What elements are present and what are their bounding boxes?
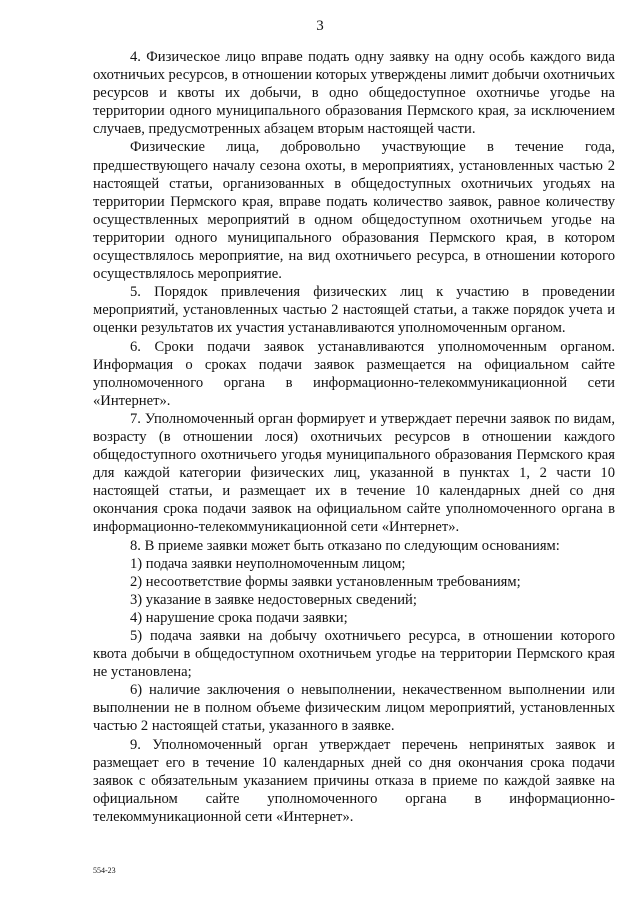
list-item-1: 1) подача заявки неуполномоченным лицом; bbox=[130, 555, 406, 572]
page-number: 3 bbox=[316, 18, 324, 34]
list-item-6: 6) наличие заключения о невыполнении, некачественном выполнении или выполнении не в полном объеме физическим лицом мероприятий, установленных частью 2 настоящей статьи, указанного в заявке. bbox=[93, 682, 615, 735]
paragraph-9: 9. Уполномоченный орган утверждает перечень непринятых заявок и размещает его в течение 10 календарных дней со дня окончания срока подачи заявок с обязательным указанием причины отказа в приеме по каждой заявке на официальном сайте уполномоченного органа в информационно-телекоммуникационной сети «Интернет». bbox=[93, 736, 615, 825]
footer-code: 554-23 bbox=[93, 866, 116, 875]
paragraph-5: 5. Порядок привлечения физических лиц к участию в проведении мероприятий, установленных частью 2 настоящей статьи, а также порядок учета и оценки результатов их участия устанавливаются уполномоченным органом. bbox=[93, 284, 615, 337]
list-item-2: 2) несоответствие формы заявки установленным требованиям; bbox=[130, 573, 521, 590]
paragraph-7: 7. Уполномоченный орган формирует и утверждает перечни заявок по видам, возрасту (в отношении лося) охотничьих ресурсов в отношении каждого общедоступного охотничьего угодья муниципального образования Пермского края для каждой категории физических лиц, указанной в пунктах 1, 2 части 10 настоящей статьи, и размещает их в течение 10 календарных дней со дня окончания срока подачи заявок на официальном сайте уполномоченного органа в информационно-телекоммуникационной сети «Интернет». bbox=[93, 410, 615, 536]
list-item-3: 3) указание в заявке недостоверных сведений; bbox=[130, 591, 417, 608]
paragraph-6: 6. Сроки подачи заявок устанавливаются уполномоченным органом. Информация о сроках подачи заявок размещается на официальном сайте уполномоченного органа в информационно-телекоммуникационной сети «Интернет». bbox=[93, 338, 615, 409]
paragraph-4: 4. Физическое лицо вправе подать одну заявку на одну особь каждого вида охотничьих ресурсов, в отношении которых утверждены лимит добычи охотничьих ресурсов и квоты их добычи, в одно общедоступное охотничье угодье на территории одного муниципального образования Пермского края, за исключением случаев, предусмотренных абзацем вторым настоящей части. bbox=[93, 49, 615, 138]
list-item-4: 4) нарушение срока подачи заявки; bbox=[130, 609, 348, 626]
paragraph-4-second: Физические лица, добровольно участвующие в течение года, предшествующего началу сезона охоты, в мероприятиях, установленных частью 2 настоящей статьи, организованных в общедоступных охотничьих угодьях на территории Пермского края, вправе подать количество заявок, равное количеству осуществленных мероприятий в одном общедоступном охотничьем угодье на территории одного муниципального образования Пермского края, в котором осуществлялось мероприятие, на вид охотничьего ресурса, в отношении которого осуществлялось мероприятие. bbox=[93, 139, 615, 283]
list-item-5: 5) подача заявки на добычу охотничьего ресурса, в отношении которого квота добычи в общедоступном охотничьем угодье на территории Пермского края не установлена; bbox=[93, 628, 615, 681]
paragraph-8: 8. В приеме заявки может быть отказано по следующим основаниям: bbox=[130, 537, 560, 554]
document-body bbox=[93, 48, 615, 826]
